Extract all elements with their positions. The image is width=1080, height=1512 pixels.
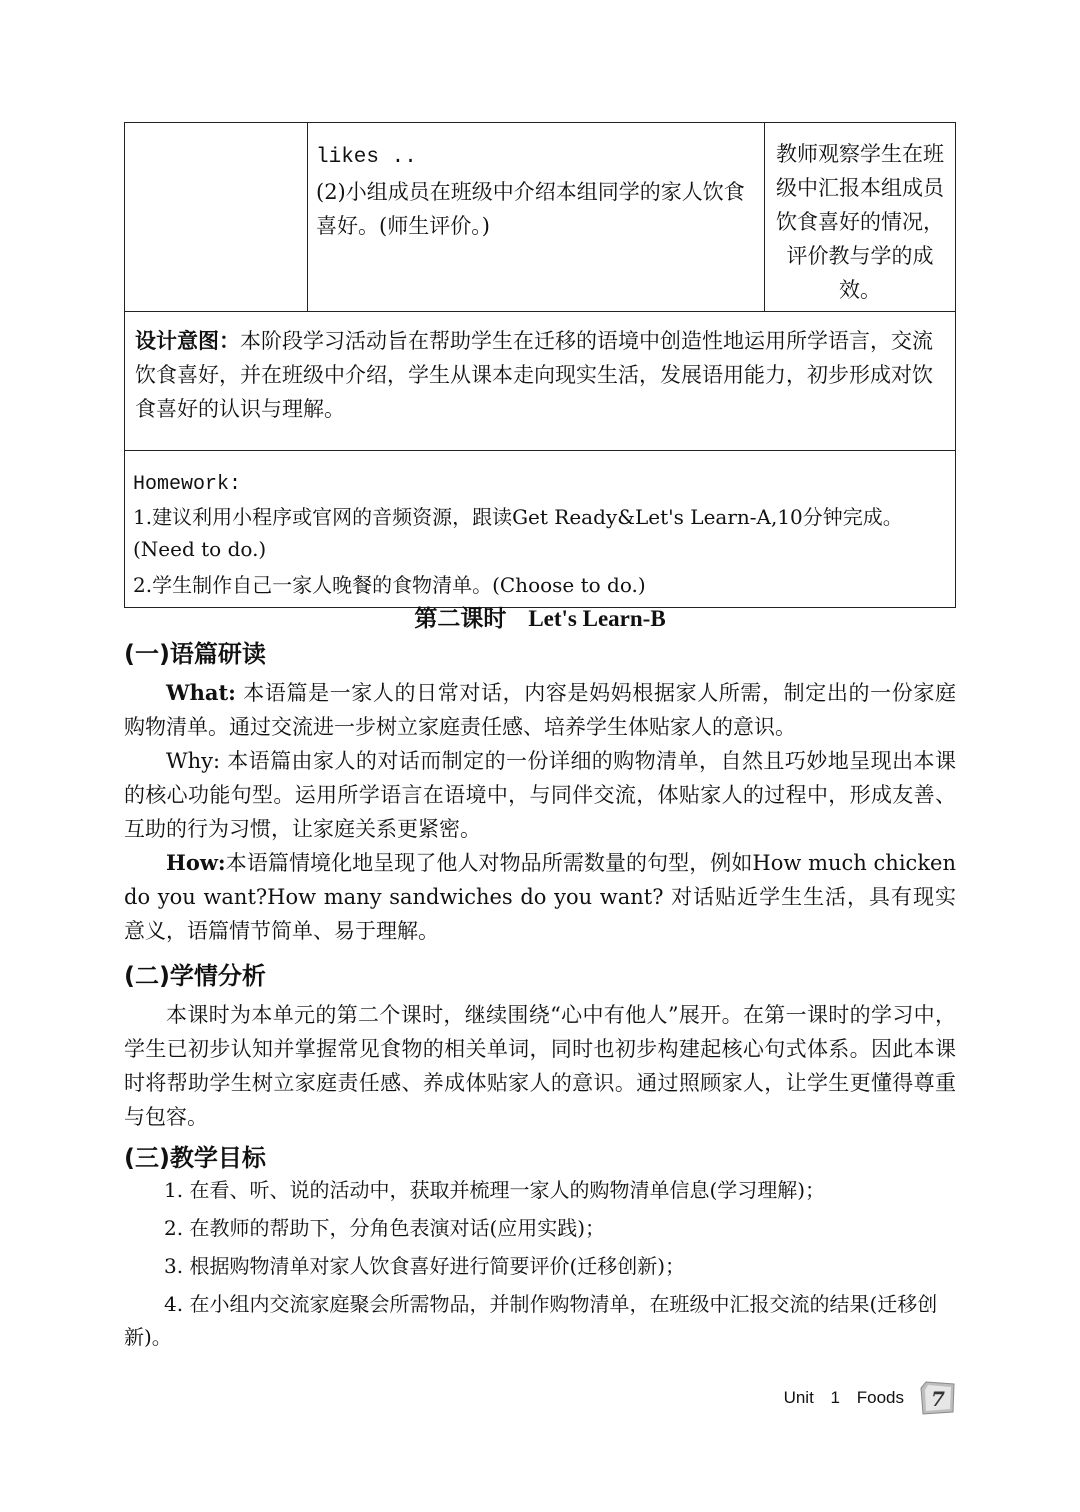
how-text: 本语篇情境化地呈现了他人对物品所需数量的句型，例如How much chicken do you want?How many sandwiches do you want? 对话贴近学生生活，具有现实意义，语篇情节简单、易于理解。 [124, 851, 956, 943]
section-heading-text-study: (一)语篇研读 [124, 640, 266, 668]
learner-analysis-text: 本课时为本单元的第二个课时，继续围绕“心中有他人”展开。在第一课时的学习中，学生已初步认知并掌握常见食物的相关单词，同时也初步构建起核心句式体系。因此本课时将帮助学生树立家庭责任感、养成体贴家人的意识。通过照顾家人，让学生更懂得尊重与包容。 [124, 1003, 956, 1129]
why-label: Why: [166, 749, 221, 773]
lesson-title-en: Let's Learn-B [528, 606, 666, 631]
section-heading-learner-analysis: (二)学情分析 [124, 962, 266, 990]
table-row [125, 312, 956, 451]
homework-cell [125, 451, 956, 608]
activity-line: likes .. [316, 146, 417, 169]
activity-cell [308, 123, 765, 312]
activity-text: (2)小组成员在班级中介绍本组同学的家人饮食喜好。(师生评价。) [316, 180, 745, 238]
assessment-text: 教师观察学生在班级中汇报本组成员饮食喜好的情况，评价教与学的成效。 [776, 142, 944, 302]
list-item: 4. 在小组内交流家庭聚会所需物品，并制作购物清单，在班级中汇报交流的结果(迁移创新)。 [124, 1292, 938, 1349]
page-number: 7 [931, 1387, 945, 1411]
page-number-badge [920, 1380, 956, 1416]
how-paragraph [124, 846, 956, 948]
footer-unit-name: Foods [856, 1388, 904, 1407]
why-text: 本语篇由家人的对话而制定的一份详细的购物清单，自然且巧妙地呈现出本课的核心功能句型。运用所学语言在语境中，与同伴交流，体贴家人的过程中，形成友善、互助的行为习惯，让家庭关系更紧密。 [124, 749, 956, 841]
design-intent-cell [125, 312, 956, 451]
homework-title: Homework: [133, 473, 242, 496]
list-item: 2. 在教师的帮助下，分角色表演对话(应用实践)； [164, 1216, 606, 1240]
text-study-body [124, 676, 956, 948]
lesson-title-cn: 第二课时 [414, 605, 507, 632]
empty-cell [125, 123, 308, 312]
lesson-title [0, 600, 1080, 633]
what-label: What: [166, 680, 236, 705]
lesson-plan-table [124, 122, 956, 608]
what-text: 本语篇是一家人的日常对话，内容是妈妈根据家人所需，制定出的一份家庭购物清单。通过交流进一步树立家庭责任感、培养学生体贴家人的意识。 [124, 681, 956, 739]
homework-item: 1.建议利用小程序或官网的音频资源，跟读Get Ready&Let's Learn-A,10分钟完成。(Need to do.) [133, 505, 903, 561]
how-label: How: [166, 850, 226, 875]
table-row [125, 123, 956, 312]
what-paragraph [124, 676, 956, 744]
objectives-list [124, 1174, 956, 1359]
footer-unit: Unit [783, 1388, 814, 1407]
assessment-cell [765, 123, 956, 312]
learner-analysis-body [124, 998, 956, 1134]
why-paragraph [124, 744, 956, 846]
design-intent-label: 设计意图： [135, 328, 240, 353]
list-item: 1. 在看、听、说的活动中，获取并梳理一家人的购物清单信息(学习理解)； [164, 1178, 826, 1202]
design-intent-text: 本阶段学习活动旨在帮助学生在迁移的语境中创造性地运用所学语言，交流饮食喜好，并在班级中介绍，学生从课本走向现实生活，发展语用能力，初步形成对饮食喜好的认识与理解。 [135, 329, 933, 421]
page-footer [772, 1388, 904, 1408]
table-row [125, 451, 956, 608]
section-heading-objectives: (三)教学目标 [124, 1144, 266, 1172]
footer-unit-number: 1 [830, 1388, 841, 1407]
list-item: 3. 根据购物清单对家人饮食喜好进行简要评价(迁移创新)； [164, 1254, 686, 1278]
homework-item: 2.学生制作自己一家人晚餐的食物清单。(Choose to do.) [133, 573, 646, 597]
